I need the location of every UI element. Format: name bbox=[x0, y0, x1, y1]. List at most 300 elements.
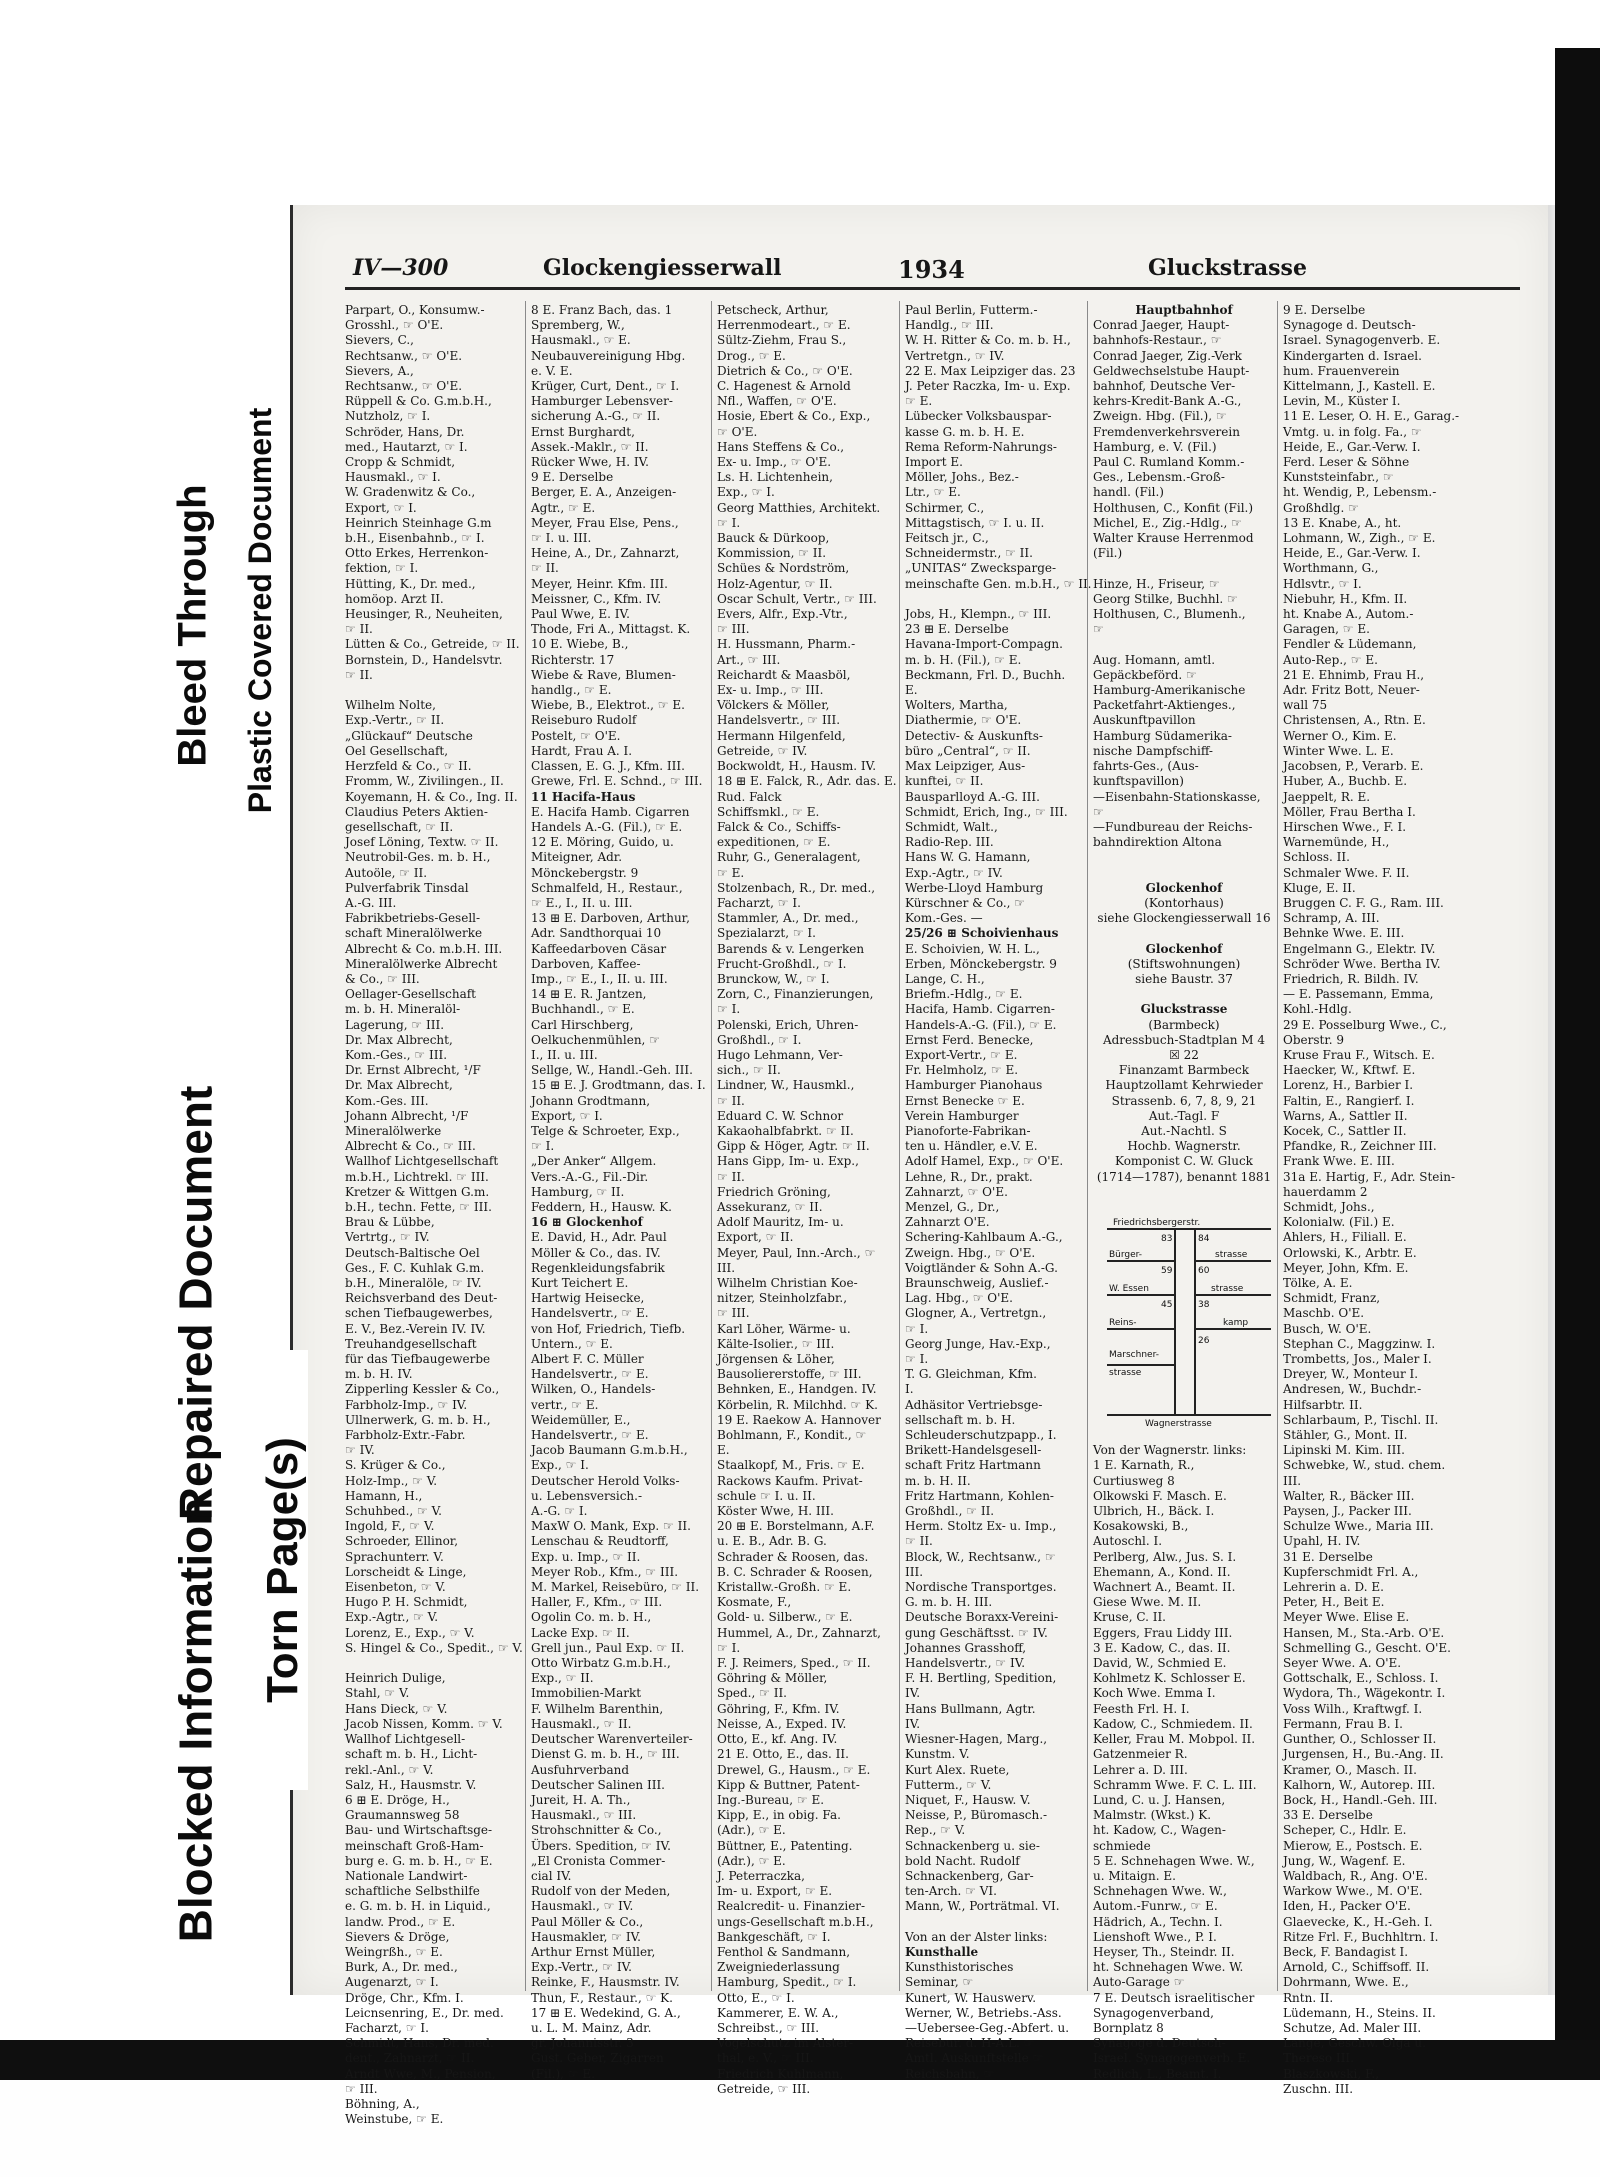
directory-entry-line: von Hof, Friedrich, Tiefb. bbox=[531, 1321, 686, 1336]
directory-entry-line: Conrad Jaeger, Zig.-Verk bbox=[1093, 348, 1242, 363]
directory-entry-line: Fr. Helmholz, ☞ E. bbox=[905, 1063, 1019, 1078]
directory-entry-line: Gunther, O., Schlosser II. bbox=[1283, 1732, 1437, 1747]
page-number: IV—300 bbox=[353, 255, 449, 281]
directory-entry-line: Farbholz-Extr.-Fabr. bbox=[345, 1428, 466, 1443]
directory-entry-line: Wilhelm Nolte, bbox=[345, 698, 436, 713]
map-label-strasse-2: strasse bbox=[1211, 1284, 1244, 1294]
directory-entry-line: Hugo P. H. Schmidt, bbox=[345, 1595, 468, 1610]
directory-entry-line: Behnken, E., Handgen. IV. bbox=[717, 1382, 877, 1397]
directory-entry-line: Drewel, G., Hausm., ☞ E. bbox=[717, 1762, 871, 1777]
directory-entry-line: Paysen, J., Packer III. bbox=[1283, 1504, 1412, 1519]
directory-entry-line: Giese Wwe. M. II. bbox=[1093, 1595, 1202, 1610]
directory-entry-line: u. L. M. Mainz, Adr. bbox=[531, 2020, 652, 2035]
directory-entry-line: Brikett-Handelsgesell- bbox=[905, 1443, 1042, 1458]
directory-entry-line: Braunschweig, Auslief.- bbox=[905, 1276, 1049, 1290]
directory-entry-line: ☞ I. bbox=[717, 515, 741, 530]
header-street-right: Gluckstrasse bbox=[1148, 255, 1307, 281]
directory-entry-line: Deutsch-Baltische Oel bbox=[345, 1245, 480, 1260]
directory-entry-line: Exp.-Agtr., ☞ IV. bbox=[905, 865, 1003, 880]
directory-entry-line: homöop. Arzt II. bbox=[345, 591, 444, 606]
directory-entry-line: Bock, H., Handl.-Geh. III. bbox=[1283, 1792, 1438, 1807]
directory-entry-line: „Glückauf“ Deutsche bbox=[345, 728, 473, 743]
directory-entry-line: W. Gradenwitz & Co., bbox=[345, 485, 476, 500]
directory-entry-line: —Uebersee-Geg.-Abfert. u. bbox=[905, 2020, 1070, 2035]
directory-column-1 bbox=[345, 303, 523, 2127]
directory-entry-line: Hamann, H., bbox=[345, 1488, 423, 1503]
directory-entry-line: 17 ⊞ E. Wedekind, G. A., bbox=[531, 2005, 681, 2020]
directory-entry-line: ☞ II. bbox=[345, 622, 373, 637]
directory-entry-line: Rntn. II. bbox=[1283, 1990, 1334, 2005]
directory-entry-line: Meissner, C., Kfm. IV. bbox=[531, 591, 662, 606]
directory-entry-line: Haller, F., Kfm., ☞ III. bbox=[531, 1595, 663, 1610]
directory-entry-line: Möller, Johs., Bez.- bbox=[905, 470, 1019, 485]
directory-entry-line: Lipinski M. Kim. III. bbox=[1283, 1443, 1405, 1458]
directory-entry-line: Hacifa, Hamb. Cigarren- bbox=[905, 1002, 1055, 1017]
directory-entry-line: Hugo Lehmann, Ver- bbox=[717, 1047, 843, 1062]
directory-entry-line: Hausmakl., ☞ E. bbox=[531, 333, 631, 348]
directory-entry-line: 5 E. Schnehagen Wwe. W., bbox=[1093, 1853, 1255, 1868]
directory-entry-line: Schwebke, W., stud. chem. bbox=[1283, 1458, 1446, 1473]
directory-entry-line: ht. Wendig, P., Lebensm.- bbox=[1283, 485, 1437, 500]
directory-entry-line: Wiebe, B., Elektrot., ☞ E. bbox=[531, 698, 685, 713]
directory-entry-line: Ingold, F., ☞ V. bbox=[345, 1519, 435, 1534]
directory-entry-line: Kom.-Ges., ☞ III. bbox=[345, 1047, 448, 1062]
directory-entry-line: Deutsche Boraxx-Vereini- bbox=[905, 1610, 1059, 1625]
directory-entry-line: 31 E. Derselbe bbox=[1283, 1549, 1373, 1564]
directory-entry-line: Maschb. O'E. bbox=[1283, 1306, 1365, 1321]
scan-top-margin bbox=[0, 0, 1600, 48]
directory-entry-line: Wallhof Lichtgesell- bbox=[345, 1732, 466, 1747]
directory-entry-line: Augenarzt, ☞ I. bbox=[345, 1975, 439, 1990]
directory-entry-line: siehe Glockengiesserwall 16 bbox=[1097, 911, 1271, 926]
directory-entry-line: Dröge, Chr., Kfm. I. bbox=[345, 1990, 464, 2005]
directory-entry-line: Kluge, E. II. bbox=[1283, 880, 1356, 895]
directory-entry-line: Handelsvertr., ☞ E. bbox=[531, 1306, 649, 1321]
directory-entry-line: Möller, Frau Bertha I. bbox=[1283, 804, 1416, 819]
directory-entry-line: Menzel, G., Dr., bbox=[905, 1199, 1000, 1214]
directory-entry-line: Kaffeedarboven Cäsar bbox=[531, 941, 667, 956]
directory-entry-line: schaftliche Selbsthilfe bbox=[345, 1884, 480, 1899]
directory-entry-line: Imp., ☞ E., I., II. u. III. bbox=[531, 971, 668, 986]
directory-entry-line: Ogolin Co. m. b. H., bbox=[531, 1610, 652, 1625]
directory-entry-line: G. m. b. H. III. bbox=[905, 1595, 993, 1610]
directory-entry-line: ☒ 22 bbox=[1169, 1047, 1199, 1062]
directory-entry-line: Otto, E., ☞ I. bbox=[717, 1990, 795, 2005]
directory-entry-line: Lange, Geschw. Olga u. bbox=[1283, 2036, 1426, 2051]
directory-entry-line: Lüdemann, H., Steins. II. bbox=[1283, 2005, 1436, 2020]
directory-entry-line: Kom.-Ges. III. bbox=[345, 1093, 429, 1108]
directory-entry-line: Kipp, E., in obig. Fa. bbox=[717, 1808, 841, 1823]
directory-entry-line bbox=[345, 683, 519, 698]
directory-entry-line: Redlich, L., Beamt. I. bbox=[1093, 2066, 1222, 2081]
directory-entry-line: Stahl, ☞ V. bbox=[345, 1686, 410, 1701]
directory-entry-line: Friedrich Gröning, bbox=[717, 1184, 831, 1199]
directory-entry-line: m. b. H. (Fil.), ☞ E. bbox=[905, 652, 1022, 667]
directory-entry-line: Bausoliererstoffe, ☞ III. bbox=[717, 1367, 862, 1382]
directory-entry-line: Briefm.-Hdlg., ☞ E. bbox=[905, 987, 1023, 1002]
directory-entry-line: Wilken, O., Handels- bbox=[531, 1382, 656, 1397]
directory-entry-line: Fritz Hartmann, Kohlen- bbox=[905, 1488, 1054, 1503]
directory-entry-line bbox=[1093, 866, 1275, 881]
directory-entry-line: Kunsthistorisches bbox=[905, 1960, 1014, 1975]
map-label-kamp: kamp bbox=[1223, 1318, 1249, 1328]
directory-entry-line: 6 ⊞ E. Dröge, H., bbox=[345, 1792, 450, 1807]
directory-entry-line: Schuhbed., ☞ V. bbox=[345, 1504, 442, 1519]
directory-entry-line: Art., ☞ III. bbox=[717, 652, 781, 667]
directory-entry-line: Lund, C. u. J. Hansen, bbox=[1093, 1792, 1226, 1807]
directory-entry-line: Herm. Stoltz Ex- u. Imp., bbox=[905, 1519, 1057, 1534]
directory-entry-line: Warkow Wwe., M. O'E. bbox=[1283, 1884, 1423, 1899]
directory-entry-line: Jacob Baumann G.m.b.H., bbox=[531, 1443, 688, 1458]
directory-entry-line: ht. Knabe A., Autom.- bbox=[1283, 607, 1414, 622]
directory-entry-line: 33 E. Derselbe bbox=[1283, 1808, 1373, 1823]
directory-entry-line: Schlarbaum, P., Tischl. II. bbox=[1283, 1412, 1439, 1427]
directory-entry-line: Peter, H., Beit E. bbox=[1283, 1595, 1385, 1610]
directory-entry-line: Meyer, Frau Else, Pens., bbox=[531, 515, 679, 530]
directory-entry-line: Frucht-Großhdl., ☞ I. bbox=[717, 956, 847, 971]
directory-entry-line: Adr. Fritz Bott, Neuer- bbox=[1283, 683, 1420, 698]
directory-entry-line: 14 ⊞ E. R. Jantzen, bbox=[531, 987, 647, 1002]
directory-entry-line: Holthusen, C., Blumenh., bbox=[1093, 607, 1246, 622]
directory-entry-line: med., Hautarzt, ☞ I. bbox=[345, 439, 468, 454]
directory-entry-line: Synagoge d. Deutsch- bbox=[1283, 318, 1416, 333]
directory-entry-line: 23 ⊞ E. Derselbe bbox=[905, 622, 1009, 637]
directory-entry-line: Arthur Ernst Müller, bbox=[531, 1944, 656, 1959]
directory-entry-line: Georg Matthies, Architekt. bbox=[717, 500, 881, 515]
directory-entry-line: Schmidt, Walt., bbox=[905, 819, 998, 834]
directory-entry-line: ☞ III. bbox=[345, 2081, 378, 2096]
directory-entry-line: Ex- u. Imp., ☞ III. bbox=[717, 683, 824, 698]
directory-entry-line: Brunckow, W., ☞ I. bbox=[717, 971, 830, 986]
directory-entry-line: Wallhof Lichtgesellschaft bbox=[345, 1154, 499, 1169]
directory-entry-line: Glaevecke, K., H.-Geh. I. bbox=[1283, 1914, 1433, 1929]
directory-entry-line: Kurt Alex. Ruete, bbox=[905, 1762, 1010, 1777]
directory-entry-line: Rüppell & Co. G.m.b.H., bbox=[345, 394, 492, 409]
directory-entry-line: (Fil.), ☞ E. bbox=[531, 2066, 595, 2081]
directory-entry-line: Drog., ☞ E. bbox=[717, 348, 786, 363]
directory-entry-line: Schleuderschutzpapp., I. bbox=[905, 1428, 1057, 1443]
directory-entry-line: A.-G. ☞ I. bbox=[531, 1504, 588, 1519]
directory-entry-line: Fendler & Lüdemann, bbox=[1283, 637, 1417, 652]
directory-entry-line: Block, W., Rechtsanw., ☞ bbox=[905, 1549, 1056, 1564]
directory-entry-line: H. Hussmann, Pharm.- bbox=[717, 637, 856, 652]
directory-entry-line: Lehrerin a. D. E. bbox=[1283, 1580, 1384, 1595]
directory-entry-line: Büttner, E., Patenting. bbox=[717, 1838, 853, 1853]
directory-entry-line: Levin, M., Küster I. bbox=[1283, 394, 1401, 409]
directory-entry-line: Fenthol & Sandmann, bbox=[717, 1944, 851, 1959]
map-label-reins: Reins- bbox=[1109, 1318, 1137, 1328]
directory-entry-line: Immobilien-Markt bbox=[531, 1686, 642, 1701]
directory-entry-line: meinschaft Groß-Ham- bbox=[345, 1838, 484, 1853]
map-label-marschner: Marschner- bbox=[1109, 1350, 1159, 1360]
directory-entry-line: Rackows Kaufm. Privat- bbox=[717, 1473, 863, 1488]
directory-entry-line: Hausmakl., ☞ IV. bbox=[531, 1899, 634, 1914]
directory-entry-line: Arnold, C., Schiffsoff. II. bbox=[1283, 1960, 1430, 1975]
directory-entry-line: 20 ⊞ E. Borstelmann, A.F. bbox=[717, 1519, 875, 1534]
directory-entry-line: Gust. Geber, Zigarren bbox=[531, 2051, 664, 2066]
directory-entry-line: Farbholz-Imp., ☞ IV. bbox=[345, 1397, 468, 1412]
directory-entry-line: Ex- u. Imp., ☞ O'E. bbox=[717, 455, 832, 470]
directory-entry-line: sicherung A.-G., ☞ II. bbox=[531, 409, 661, 424]
directory-entry-line: b.H., Eisenbahnb., ☞ I. bbox=[345, 531, 485, 546]
directory-entry-line: Malmstr. (Wkst.) K. bbox=[1093, 1808, 1212, 1823]
directory-entry-line: sich., ☞ II. bbox=[717, 1063, 781, 1078]
directory-entry-line: 12 E. Möring, Guido, u. bbox=[531, 835, 674, 850]
directory-entry-line: Export, ☞ I. bbox=[345, 500, 417, 515]
map-label-buerger: Bürger- bbox=[1109, 1250, 1143, 1260]
directory-entry-line: Brau & Lübbe, bbox=[345, 1215, 435, 1230]
directory-entry-line: ht. Schnehagen Wwe. W. bbox=[1093, 1960, 1244, 1975]
directory-entry-line: Ges., Lebensm.-Groß- bbox=[1093, 470, 1225, 485]
directory-entry-line: F. Wilhelm Barenthin, bbox=[531, 1701, 664, 1716]
directory-entry-line: Treuhandgesellschaft bbox=[345, 1336, 477, 1351]
directory-entry-line: Albert F. C. Müller bbox=[531, 1352, 644, 1367]
directory-entry-line: W. H. Ritter & Co. m. b. H., bbox=[905, 333, 1071, 348]
directory-entry-line: Kosmate, F., bbox=[717, 1595, 792, 1610]
directory-entry-line: cial IV. bbox=[531, 1868, 572, 1883]
directory-entry-line: Ernst Ferd. Benecke, bbox=[905, 1032, 1034, 1047]
directory-entry-line: schen Tiefbaugewerbes, bbox=[345, 1306, 493, 1321]
directory-entry-line: Zorn, C., Finanzierungen, bbox=[717, 987, 874, 1002]
directory-entry-line: Grewe, Frl. E. Schnd., ☞ III. bbox=[531, 774, 703, 789]
directory-entry-line: e. V. E. bbox=[531, 363, 573, 378]
directory-entry-line: Ulbrich, H., Bäck. I. bbox=[1093, 1504, 1215, 1519]
directory-entry-line: Meyer, John, Kfm. E. bbox=[1283, 1260, 1409, 1275]
directory-entry-line: III. bbox=[905, 1564, 924, 1579]
directory-entry-line: Schnehagen Wwe. W., bbox=[1093, 1884, 1227, 1899]
directory-entry-line: Im- u. Export, ☞ E. bbox=[717, 1884, 833, 1899]
directory-entry-line: Aug. Homann, amtl. bbox=[1093, 652, 1216, 667]
directory-entry-line: u. E. B., Adr. B. G. bbox=[717, 1534, 827, 1549]
directory-entry-line: ☞ II. bbox=[905, 1534, 933, 1549]
directory-entry-line: Handelsvertr., ☞ E. bbox=[531, 1428, 649, 1443]
directory-entry-line: kasse G. m. b. H. E. bbox=[905, 424, 1025, 439]
directory-entry-line: Koyemann, H. & Co., Ing. II. bbox=[345, 789, 518, 804]
directory-entry-line: Staalkopf, M., Fris. ☞ E. bbox=[717, 1458, 865, 1473]
directory-entry-line: Mineralölwerke bbox=[345, 1123, 442, 1138]
directory-entry-line: Jobs, H., Klempn., ☞ III. bbox=[905, 607, 1052, 622]
directory-entry-line: Postelt, ☞ O'E. bbox=[531, 728, 621, 743]
directory-entry-line: ☞ III. bbox=[717, 622, 750, 637]
directory-entry-line: Meyer Wwe. Elise E. bbox=[1283, 1610, 1410, 1625]
directory-entry-line: gr. Johannisstr. 3 bbox=[531, 2036, 634, 2051]
directory-entry-line: Kadow, C., Schmiedem. II. bbox=[1093, 1716, 1253, 1731]
directory-entry-line: S. Krüger & Co., bbox=[345, 1458, 446, 1473]
directory-entry-line: Schröder, Hans, Dr. bbox=[345, 424, 465, 439]
directory-entry-line: Werner O., Kim. E. bbox=[1283, 728, 1397, 743]
directory-entry-line: MaxW O. Mank, Exp. ☞ II. bbox=[531, 1519, 691, 1534]
directory-entry-line: Import E. bbox=[905, 455, 963, 470]
directory-entry-line: Meyer Rob., Kfm., ☞ III. bbox=[531, 1564, 679, 1579]
directory-entry-line: Worthmann, G., bbox=[1283, 561, 1379, 576]
directory-entry-line: Johann Grodtmann, bbox=[531, 1093, 651, 1108]
directory-entry-line: Josef Löning, Textw. ☞ II. bbox=[345, 835, 499, 850]
map-label-strasse-1: strasse bbox=[1215, 1250, 1248, 1260]
street-map-inset bbox=[1105, 1215, 1273, 1427]
directory-entry-line: Heine, A., Dr., Zahnarzt, bbox=[531, 546, 680, 561]
directory-entry-line: Walter, R., Bäcker III. bbox=[1283, 1488, 1415, 1503]
directory-entry-line: Warns, A., Sattler II. bbox=[1283, 1108, 1408, 1123]
directory-entry-line: Lag. Hbg., ☞ O'E. bbox=[905, 1291, 1013, 1306]
directory-entry-line: IV. bbox=[905, 1686, 921, 1701]
directory-entry-line: E. David, H., Adr. Paul bbox=[531, 1230, 667, 1245]
directory-entry-line: Lehrer a. D. III. bbox=[1093, 1762, 1188, 1777]
directory-entry-line: Orlowski, K., Arbtr. E. bbox=[1283, 1245, 1417, 1260]
directory-entry-line: Kunststeinfabr., ☞ bbox=[1283, 470, 1394, 485]
directory-entry-line: Synagoge d. Deutsch- bbox=[1093, 2036, 1226, 2051]
directory-entry-line: 7 E. Deutsch israelitischer bbox=[1093, 1990, 1255, 2005]
directory-entry-line: ungs-Gesellschaft m.b.H., bbox=[717, 1914, 874, 1929]
directory-entry-line: Reinke, F., Hausmstr. IV. bbox=[531, 1975, 680, 1990]
directory-entry-line: Curtiusweg 8 bbox=[1093, 1473, 1175, 1488]
directory-entry-line: Autom.-Funrw., ☞ E. bbox=[1093, 1899, 1218, 1914]
directory-entry-line: Niquet, F., Hausw. V. bbox=[905, 1792, 1031, 1807]
directory-entry-line: vertr., ☞ E. bbox=[531, 1397, 599, 1412]
directory-entry-line: C. Hagenest & Arnold bbox=[717, 379, 851, 394]
directory-entry-line: Vertrtg., ☞ IV. bbox=[345, 1230, 430, 1245]
directory-entry-line: Schramm Wwe. F. C. L. III. bbox=[1093, 1777, 1257, 1792]
directory-entry-line: Jureit, H. A. Th., bbox=[531, 1792, 631, 1807]
directory-entry-line: „UNITAS“ Zwecksparge- bbox=[905, 561, 1057, 576]
directory-entry-line: Lorscheidt & Linge, bbox=[345, 1564, 467, 1579]
directory-entry-line: ☞ bbox=[1093, 804, 1104, 819]
directory-entry-line: Lienshoft Wwe., P. I. bbox=[1093, 1929, 1217, 1944]
directory-entry-line: Reisebur. d. H-A.L. ☞ bbox=[905, 2036, 1035, 2051]
directory-entry-line: ☞ E. bbox=[905, 394, 933, 409]
directory-entry-line: ☞ E., I., II. u. III. bbox=[531, 895, 633, 910]
directory-entry-line: ten-Arch. ☞ VI. bbox=[905, 1884, 997, 1899]
directory-entry-line: Bausparlloyd A.-G. III. bbox=[905, 789, 1040, 804]
directory-entry-line: 21 E. Otto, E., das. II. bbox=[717, 1747, 849, 1762]
directory-entry-line: Reichardt & Maasböl, bbox=[717, 667, 851, 682]
directory-entry-line: ☞ bbox=[1093, 622, 1104, 637]
directory-entry-line: I. bbox=[905, 1382, 914, 1397]
directory-entry-line: —Fundbureau der Reichs- bbox=[1093, 819, 1253, 834]
directory-entry-line: Koch Wwe. Emma I. bbox=[1093, 1686, 1216, 1701]
directory-entry-line: Deutscher Herold Volks- bbox=[531, 1473, 680, 1488]
directory-entry-line: Trombetts, Jos., Maler I. bbox=[1283, 1352, 1432, 1367]
directory-entry-line: Scheper, C., Hdlr. E. bbox=[1283, 1823, 1407, 1838]
directory-entry-line: büro „Central“, ☞ II. bbox=[905, 743, 1031, 758]
directory-entry-line: Autoöle, ☞ II. bbox=[345, 865, 428, 880]
directory-entry-line: „El Cronista Commer- bbox=[531, 1853, 666, 1868]
directory-entry-line: Hauptzollamt Kehrwieder bbox=[1105, 1078, 1263, 1093]
directory-entry-line: Dietrich & Co., ☞ O'E. bbox=[717, 363, 853, 378]
directory-entry-line: Adr. Sandthorquai 10 bbox=[531, 926, 662, 941]
directory-entry-line: Verein Hamburger bbox=[905, 1108, 1019, 1123]
directory-entry-line: Auskunftpavillon bbox=[1093, 713, 1196, 728]
directory-entry-line: 9 E. Derselbe bbox=[1283, 303, 1366, 317]
directory-entry-line: Ltr., ☞ E. bbox=[905, 485, 961, 500]
map-label-strasse-3: strasse bbox=[1109, 1368, 1142, 1378]
directory-entry-line: Schulze Wwe., Maria III. bbox=[1283, 1519, 1434, 1534]
directory-entry-line: Bornplatz 8 bbox=[1093, 2020, 1164, 2035]
column-divider bbox=[1087, 301, 1088, 1991]
directory-entry-line: schmiede bbox=[1093, 1838, 1151, 1853]
directory-entry-line: Kosakowski, B., bbox=[1093, 1519, 1189, 1534]
directory-entry-line: Schirmer, C., bbox=[905, 500, 985, 515]
directory-entry-line: Neubauvereinigung Hbg. bbox=[531, 348, 686, 363]
directory-entry-line: Schmaler Wwe. F. II. bbox=[1283, 865, 1410, 880]
directory-entry-line: Schröder Wwe. Bertha IV. bbox=[1283, 956, 1441, 971]
directory-entry-line: Zahnarzt O'E. bbox=[905, 1215, 990, 1230]
directory-entry-line: kehrs-Kredit-Bank A.-G., bbox=[1093, 394, 1242, 409]
directory-entry-line: Kälte-Isolier., ☞ III. bbox=[717, 1336, 835, 1351]
directory-entry-line: Weingrßh., ☞ E. bbox=[345, 1944, 443, 1959]
directory-entry-line: Kindergarten d. Israel. bbox=[1283, 348, 1422, 363]
directory-entry-line: Kommission, ☞ II. bbox=[717, 546, 827, 561]
directory-entry-line: Neutrobil-Ges. m. b. H., bbox=[345, 850, 491, 865]
directory-entry-line: Seyer Wwe. A. O'E. bbox=[1283, 1656, 1402, 1671]
directory-entry-line bbox=[1093, 1428, 1275, 1443]
directory-entry-line: Miteigner, Adr. bbox=[531, 850, 623, 865]
directory-entry-line: —Eisenbahn-Stationskasse, bbox=[1093, 789, 1261, 804]
map-number: 45 bbox=[1161, 1300, 1173, 1310]
directory-entry-line: Von an der Alster links: bbox=[905, 1929, 1048, 1944]
directory-entry-line: Holz-Agentur, ☞ II. bbox=[717, 576, 833, 591]
directory-entry-line: Schmalfeld, H., Restaur., bbox=[531, 880, 683, 895]
tag-plastic-covered-document: Plastic Covered Document bbox=[238, 340, 284, 880]
directory-entry-line: 11 Hacifa-Haus bbox=[531, 789, 636, 804]
directory-entry-line: Fabrikbetriebs-Gesell- bbox=[345, 911, 481, 926]
directory-entry-line: ☞ IV. bbox=[345, 1443, 375, 1458]
directory-entry-line: Schnackenberg, Gar- bbox=[905, 1868, 1034, 1883]
directory-entry-line: burg e. G. m. b. H., ☞ E. bbox=[345, 1853, 493, 1868]
directory-entry-line: Karl Löher, Wärme- u. bbox=[717, 1321, 851, 1336]
directory-entry-line: Köster Wwe, H. III. bbox=[717, 1504, 834, 1519]
directory-entry-line: Hausmakl., ☞ III. bbox=[531, 1808, 637, 1823]
directory-entry-line: fektion, ☞ I. bbox=[345, 561, 419, 576]
directory-entry-line: Hans Steffens & Co., bbox=[717, 439, 845, 454]
directory-entry-line: Kunstm. V. bbox=[905, 1747, 970, 1762]
directory-entry-line: dent., Zahnarzt, ☞ II. bbox=[345, 2051, 475, 2066]
directory-entry-line: David, W., Schmied E. bbox=[1093, 1656, 1227, 1671]
directory-column-5 bbox=[1093, 303, 1275, 2081]
directory-entry-line: Exp.-Agtr., ☞ V. bbox=[345, 1610, 439, 1625]
directory-entry-line: Reiseburo Rudolf bbox=[531, 713, 637, 728]
directory-entry-line: Jörgensen & Löher, bbox=[717, 1352, 835, 1367]
directory-entry-line: (1714—1787), benannt 1881 bbox=[1096, 1169, 1272, 1184]
directory-entry-line bbox=[345, 1656, 519, 1671]
directory-entry-line: Sievers, A., bbox=[345, 363, 414, 378]
column-divider bbox=[525, 301, 526, 1991]
directory-entry-line: ☞ III. bbox=[717, 1306, 750, 1321]
directory-entry-line: Untern., ☞ E. bbox=[531, 1336, 613, 1351]
directory-entry-line: Bankgeschäft, ☞ I. bbox=[717, 1929, 831, 1944]
directory-entry-line: Thun, F., Restaur., ☞ K. bbox=[531, 1990, 673, 2005]
directory-entry-line: Gatzenmeier R. bbox=[1093, 1747, 1188, 1762]
directory-entry-line: Jurgensen, H., Bu.-Ang. II. bbox=[1283, 1747, 1444, 1762]
directory-entry-line: Kammerer, E. W. A., bbox=[717, 2005, 839, 2020]
directory-entry-line: Adressbuch-Stadtplan M 4 bbox=[1102, 1032, 1266, 1047]
directory-entry-line: Dr. Max Albrecht, bbox=[345, 1078, 453, 1093]
directory-entry-line: Assek.-Maklr., ☞ II. bbox=[531, 439, 649, 454]
directory-entry-line: Futterm., ☞ V. bbox=[905, 1777, 992, 1792]
directory-entry-line: Grell jun., Paul Exp. ☞ II. bbox=[531, 1640, 685, 1655]
directory-entry-line: Rudolf von der Meden, bbox=[531, 1884, 671, 1899]
directory-entry-line: Dr. Ernst Albrecht, ¹/F bbox=[345, 1063, 481, 1078]
directory-entry-line: Ruhr, G., Generalagent, bbox=[717, 850, 861, 865]
directory-entry-line: Regenkleidungsfabrik bbox=[531, 1260, 665, 1275]
directory-entry-line: Heusinger, R., Neuheiten, bbox=[345, 607, 503, 622]
directory-entry-line: Lehne, R., Dr., prakt. bbox=[905, 1169, 1033, 1184]
directory-entry-line: siehe Baustr. 37 bbox=[1135, 971, 1233, 986]
directory-entry-line: Otto Wirbatz G.m.b.H., bbox=[531, 1656, 671, 1671]
directory-entry-line: A.-G. III. bbox=[345, 895, 397, 910]
directory-entry-line: Hamburg, e. V. (Fil.) bbox=[1093, 439, 1217, 454]
directory-entry-line: Schiffsmkl., ☞ E. bbox=[717, 804, 820, 819]
directory-entry-line: Parpart, O., Konsumw.- bbox=[345, 303, 485, 317]
